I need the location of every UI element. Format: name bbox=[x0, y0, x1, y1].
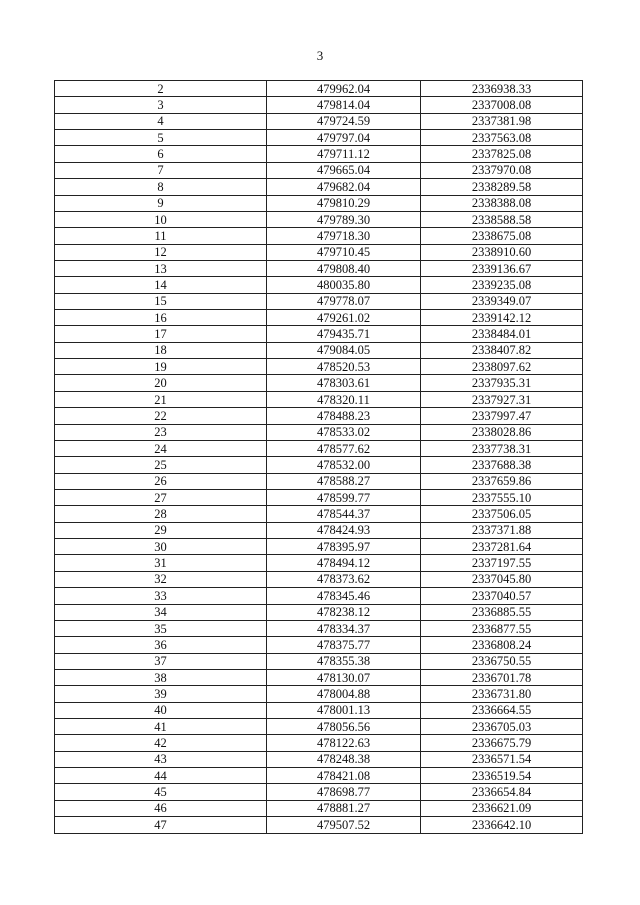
point-number-cell: 44 bbox=[55, 768, 267, 784]
y-coordinate-cell: 2338407.82 bbox=[421, 342, 583, 358]
x-coordinate-cell: 478698.77 bbox=[267, 784, 421, 800]
y-coordinate-cell: 2338675.08 bbox=[421, 228, 583, 244]
table-row bbox=[55, 162, 583, 178]
x-coordinate-cell: 479718.30 bbox=[267, 228, 421, 244]
table-row bbox=[55, 260, 583, 276]
point-number-cell: 28 bbox=[55, 506, 267, 522]
x-coordinate-cell: 478532.00 bbox=[267, 457, 421, 473]
table-row bbox=[55, 539, 583, 555]
point-number-cell: 29 bbox=[55, 522, 267, 538]
table-row bbox=[55, 81, 583, 97]
table-row bbox=[55, 424, 583, 440]
y-coordinate-cell: 2337040.57 bbox=[421, 588, 583, 604]
table-row bbox=[55, 195, 583, 211]
x-coordinate-cell: 478345.46 bbox=[267, 588, 421, 604]
x-coordinate-cell: 479789.30 bbox=[267, 211, 421, 227]
table-row bbox=[55, 293, 583, 309]
point-number-cell: 3 bbox=[55, 97, 267, 113]
point-number-cell: 9 bbox=[55, 195, 267, 211]
table-row bbox=[55, 179, 583, 195]
x-coordinate-cell: 478001.13 bbox=[267, 702, 421, 718]
y-coordinate-cell: 2336938.33 bbox=[421, 81, 583, 97]
x-coordinate-cell: 478355.38 bbox=[267, 653, 421, 669]
x-coordinate-cell: 479435.71 bbox=[267, 326, 421, 342]
y-coordinate-cell: 2337970.08 bbox=[421, 162, 583, 178]
y-coordinate-cell: 2338910.60 bbox=[421, 244, 583, 260]
y-coordinate-cell: 2339349.07 bbox=[421, 293, 583, 309]
x-coordinate-cell: 479814.04 bbox=[267, 97, 421, 113]
y-coordinate-cell: 2337659.86 bbox=[421, 473, 583, 489]
point-number-cell: 7 bbox=[55, 162, 267, 178]
x-coordinate-cell: 479084.05 bbox=[267, 342, 421, 358]
point-number-cell: 10 bbox=[55, 211, 267, 227]
y-coordinate-cell: 2339136.67 bbox=[421, 260, 583, 276]
table-row bbox=[55, 719, 583, 735]
table-row bbox=[55, 211, 583, 227]
table-row bbox=[55, 228, 583, 244]
table-row bbox=[55, 702, 583, 718]
table-row bbox=[55, 359, 583, 375]
y-coordinate-cell: 2338388.08 bbox=[421, 195, 583, 211]
x-coordinate-cell: 478238.12 bbox=[267, 604, 421, 620]
point-number-cell: 46 bbox=[55, 800, 267, 816]
table-row bbox=[55, 310, 583, 326]
x-coordinate-cell: 478424.93 bbox=[267, 522, 421, 538]
y-coordinate-cell: 2338588.58 bbox=[421, 211, 583, 227]
y-coordinate-cell: 2337688.38 bbox=[421, 457, 583, 473]
x-coordinate-cell: 479724.59 bbox=[267, 113, 421, 129]
point-number-cell: 6 bbox=[55, 146, 267, 162]
x-coordinate-cell: 478533.02 bbox=[267, 424, 421, 440]
point-number-cell: 14 bbox=[55, 277, 267, 293]
table-row bbox=[55, 277, 583, 293]
x-coordinate-cell: 479797.04 bbox=[267, 130, 421, 146]
point-number-cell: 21 bbox=[55, 391, 267, 407]
y-coordinate-cell: 2338289.58 bbox=[421, 179, 583, 195]
x-coordinate-cell: 478303.61 bbox=[267, 375, 421, 391]
point-number-cell: 18 bbox=[55, 342, 267, 358]
table-row bbox=[55, 669, 583, 685]
y-coordinate-cell: 2336571.54 bbox=[421, 751, 583, 767]
x-coordinate-cell: 478488.23 bbox=[267, 408, 421, 424]
table-row bbox=[55, 473, 583, 489]
x-coordinate-cell: 478375.77 bbox=[267, 637, 421, 653]
point-number-cell: 12 bbox=[55, 244, 267, 260]
table-row bbox=[55, 604, 583, 620]
table-row bbox=[55, 506, 583, 522]
y-coordinate-cell: 2336808.24 bbox=[421, 637, 583, 653]
y-coordinate-cell: 2336731.80 bbox=[421, 686, 583, 702]
y-coordinate-cell: 2337281.64 bbox=[421, 539, 583, 555]
table-row bbox=[55, 653, 583, 669]
x-coordinate-cell: 478494.12 bbox=[267, 555, 421, 571]
point-number-cell: 17 bbox=[55, 326, 267, 342]
table-row bbox=[55, 751, 583, 767]
table-row bbox=[55, 555, 583, 571]
x-coordinate-cell: 479808.40 bbox=[267, 260, 421, 276]
x-coordinate-cell: 478588.27 bbox=[267, 473, 421, 489]
y-coordinate-cell: 2336664.55 bbox=[421, 702, 583, 718]
table-row bbox=[55, 637, 583, 653]
x-coordinate-cell: 478881.27 bbox=[267, 800, 421, 816]
table-row bbox=[55, 489, 583, 505]
point-number-cell: 24 bbox=[55, 440, 267, 456]
y-coordinate-cell: 2339235.08 bbox=[421, 277, 583, 293]
y-coordinate-cell: 2336675.79 bbox=[421, 735, 583, 751]
table-row bbox=[55, 817, 583, 833]
table-row bbox=[55, 686, 583, 702]
point-number-cell: 32 bbox=[55, 571, 267, 587]
point-number-cell: 19 bbox=[55, 359, 267, 375]
table-row bbox=[55, 408, 583, 424]
y-coordinate-cell: 2336701.78 bbox=[421, 669, 583, 685]
y-coordinate-cell: 2337927.31 bbox=[421, 391, 583, 407]
point-number-cell: 25 bbox=[55, 457, 267, 473]
y-coordinate-cell: 2339142.12 bbox=[421, 310, 583, 326]
y-coordinate-cell: 2337371.88 bbox=[421, 522, 583, 538]
point-number-cell: 23 bbox=[55, 424, 267, 440]
table-row bbox=[55, 326, 583, 342]
table-row bbox=[55, 768, 583, 784]
y-coordinate-cell: 2337506.05 bbox=[421, 506, 583, 522]
table-row bbox=[55, 113, 583, 129]
y-coordinate-cell: 2336877.55 bbox=[421, 620, 583, 636]
table-row bbox=[55, 375, 583, 391]
point-number-cell: 47 bbox=[55, 817, 267, 833]
table-row bbox=[55, 97, 583, 113]
point-number-cell: 36 bbox=[55, 637, 267, 653]
point-number-cell: 35 bbox=[55, 620, 267, 636]
point-number-cell: 33 bbox=[55, 588, 267, 604]
x-coordinate-cell: 478544.37 bbox=[267, 506, 421, 522]
y-coordinate-cell: 2336654.84 bbox=[421, 784, 583, 800]
table-row bbox=[55, 588, 583, 604]
y-coordinate-cell: 2338097.62 bbox=[421, 359, 583, 375]
x-coordinate-cell: 478320.11 bbox=[267, 391, 421, 407]
table-row bbox=[55, 342, 583, 358]
point-number-cell: 16 bbox=[55, 310, 267, 326]
y-coordinate-cell: 2337997.47 bbox=[421, 408, 583, 424]
point-number-cell: 42 bbox=[55, 735, 267, 751]
point-number-cell: 11 bbox=[55, 228, 267, 244]
y-coordinate-cell: 2337045.80 bbox=[421, 571, 583, 587]
y-coordinate-cell: 2337825.08 bbox=[421, 146, 583, 162]
point-number-cell: 38 bbox=[55, 669, 267, 685]
table-row bbox=[55, 800, 583, 816]
point-number-cell: 22 bbox=[55, 408, 267, 424]
x-coordinate-cell: 478122.63 bbox=[267, 735, 421, 751]
x-coordinate-cell: 478056.56 bbox=[267, 719, 421, 735]
coordinates-table bbox=[54, 80, 583, 834]
y-coordinate-cell: 2338484.01 bbox=[421, 326, 583, 342]
y-coordinate-cell: 2337197.55 bbox=[421, 555, 583, 571]
x-coordinate-cell: 478334.37 bbox=[267, 620, 421, 636]
x-coordinate-cell: 479711.12 bbox=[267, 146, 421, 162]
point-number-cell: 37 bbox=[55, 653, 267, 669]
point-number-cell: 30 bbox=[55, 539, 267, 555]
y-coordinate-cell: 2337381.98 bbox=[421, 113, 583, 129]
table-row bbox=[55, 130, 583, 146]
point-number-cell: 8 bbox=[55, 179, 267, 195]
x-coordinate-cell: 479810.29 bbox=[267, 195, 421, 211]
y-coordinate-cell: 2337008.08 bbox=[421, 97, 583, 113]
table-row bbox=[55, 522, 583, 538]
table-row bbox=[55, 440, 583, 456]
x-coordinate-cell: 478577.62 bbox=[267, 440, 421, 456]
x-coordinate-cell: 479778.07 bbox=[267, 293, 421, 309]
y-coordinate-cell: 2336885.55 bbox=[421, 604, 583, 620]
point-number-cell: 4 bbox=[55, 113, 267, 129]
y-coordinate-cell: 2338028.86 bbox=[421, 424, 583, 440]
point-number-cell: 41 bbox=[55, 719, 267, 735]
x-coordinate-cell: 479710.45 bbox=[267, 244, 421, 260]
point-number-cell: 40 bbox=[55, 702, 267, 718]
y-coordinate-cell: 2337935.31 bbox=[421, 375, 583, 391]
point-number-cell: 20 bbox=[55, 375, 267, 391]
y-coordinate-cell: 2337563.08 bbox=[421, 130, 583, 146]
point-number-cell: 27 bbox=[55, 489, 267, 505]
point-number-cell: 2 bbox=[55, 81, 267, 97]
point-number-cell: 39 bbox=[55, 686, 267, 702]
point-number-cell: 43 bbox=[55, 751, 267, 767]
table-row bbox=[55, 571, 583, 587]
table-row bbox=[55, 457, 583, 473]
x-coordinate-cell: 478130.07 bbox=[267, 669, 421, 685]
table-row bbox=[55, 735, 583, 751]
x-coordinate-cell: 478248.38 bbox=[267, 751, 421, 767]
x-coordinate-cell: 478421.08 bbox=[267, 768, 421, 784]
x-coordinate-cell: 478599.77 bbox=[267, 489, 421, 505]
y-coordinate-cell: 2336642.10 bbox=[421, 817, 583, 833]
table-row bbox=[55, 620, 583, 636]
table-row bbox=[55, 244, 583, 260]
y-coordinate-cell: 2336750.55 bbox=[421, 653, 583, 669]
x-coordinate-cell: 479962.04 bbox=[267, 81, 421, 97]
point-number-cell: 15 bbox=[55, 293, 267, 309]
y-coordinate-cell: 2336621.09 bbox=[421, 800, 583, 816]
coordinates-table-body bbox=[55, 81, 583, 834]
table-row bbox=[55, 391, 583, 407]
page-number: 3 bbox=[316, 48, 324, 63]
y-coordinate-cell: 2337738.31 bbox=[421, 440, 583, 456]
x-coordinate-cell: 478373.62 bbox=[267, 571, 421, 587]
point-number-cell: 13 bbox=[55, 260, 267, 276]
point-number-cell: 34 bbox=[55, 604, 267, 620]
x-coordinate-cell: 479507.52 bbox=[267, 817, 421, 833]
x-coordinate-cell: 479261.02 bbox=[267, 310, 421, 326]
point-number-cell: 26 bbox=[55, 473, 267, 489]
y-coordinate-cell: 2336519.54 bbox=[421, 768, 583, 784]
table-row bbox=[55, 146, 583, 162]
point-number-cell: 31 bbox=[55, 555, 267, 571]
x-coordinate-cell: 478520.53 bbox=[267, 359, 421, 375]
x-coordinate-cell: 478004.88 bbox=[267, 686, 421, 702]
point-number-cell: 45 bbox=[55, 784, 267, 800]
x-coordinate-cell: 478395.97 bbox=[267, 539, 421, 555]
y-coordinate-cell: 2336705.03 bbox=[421, 719, 583, 735]
point-number-cell: 5 bbox=[55, 130, 267, 146]
x-coordinate-cell: 480035.80 bbox=[267, 277, 421, 293]
x-coordinate-cell: 479665.04 bbox=[267, 162, 421, 178]
table-row bbox=[55, 784, 583, 800]
y-coordinate-cell: 2337555.10 bbox=[421, 489, 583, 505]
x-coordinate-cell: 479682.04 bbox=[267, 179, 421, 195]
